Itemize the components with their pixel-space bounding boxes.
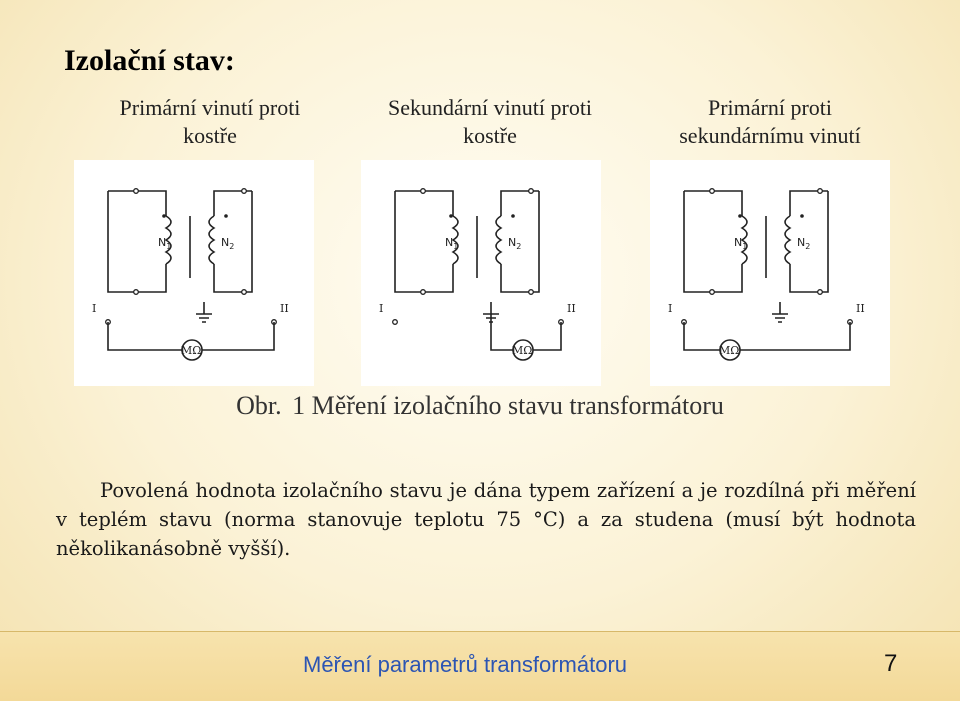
column-heading-primary-secondary (640, 94, 900, 150)
terminal-label-ii: II (280, 302, 289, 315)
column-heading-line: sekundárnímu vinutí (679, 123, 861, 148)
terminal-label-i: I (668, 302, 673, 315)
circuit-diagram-primary-secondary (650, 160, 890, 386)
winding-label-n2: $N_2$ (797, 236, 811, 251)
megohmmeter-label: MΩ (181, 344, 202, 357)
terminal-label-i: I (379, 302, 384, 315)
slide-title: Izolační stav: (64, 44, 235, 77)
figure-caption-lead: Obr. (236, 391, 282, 420)
column-heading-line: Primární vinutí proti (119, 95, 301, 120)
megohmmeter-label: MΩ (512, 344, 533, 357)
column-heading-line: kostře (463, 123, 517, 148)
body-paragraph (56, 476, 916, 563)
footer-title: Měření parametrů transformátoru (303, 652, 628, 677)
figure-caption (0, 391, 960, 421)
column-heading-line: kostře (183, 123, 237, 148)
terminal-label-ii: II (567, 302, 576, 315)
terminal-label-ii: II (856, 302, 865, 315)
circuit-diagram-primary-frame (74, 160, 314, 386)
column-heading-line: Primární proti (707, 95, 833, 120)
winding-label-n1: $N_1$ (734, 236, 748, 251)
winding-label-n1: $N_1$ (445, 236, 459, 251)
winding-label-n2: $N_2$ (508, 236, 522, 251)
body-paragraph-text: Povolená hodnota izolačního stavu je dána typem zařízení a je rozdílná při měření v teplém stavu (norma stanovuje teplotu 75 °C) a za studena (musí být hodnota několikanásobně vyšší). (56, 479, 916, 560)
figure-caption-text: 1 Měření izolačního stavu transformátoru (292, 391, 724, 420)
column-heading-line: Sekundární vinutí proti (387, 95, 593, 120)
megohmmeter-label: MΩ (719, 344, 740, 357)
page-number: 7 (884, 650, 898, 677)
circuit-diagram-secondary-frame (361, 160, 601, 386)
column-heading-primary (80, 94, 340, 150)
column-heading-secondary (360, 94, 620, 150)
winding-label-n2: $N_2$ (221, 236, 235, 251)
terminal-label-i: I (92, 302, 97, 315)
winding-label-n1: $N_1$ (158, 236, 172, 251)
